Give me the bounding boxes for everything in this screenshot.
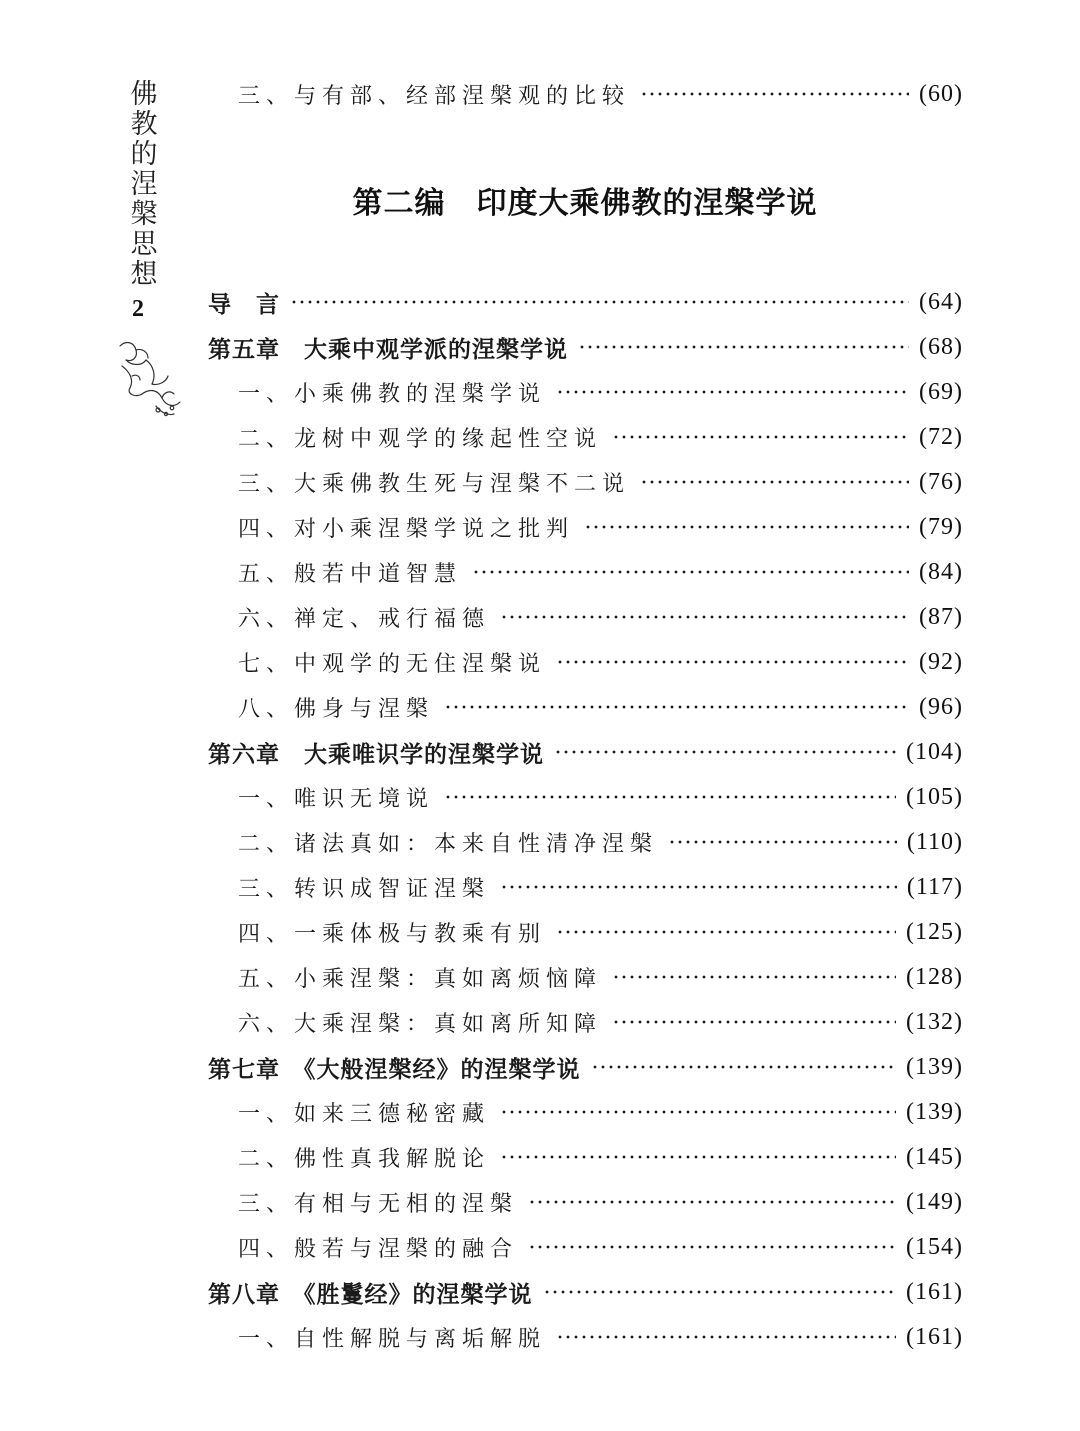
toc-entry-title: 五、小乘涅槃：真如离烦恼障 [238, 966, 603, 992]
toc-entry-title: 四、般若与涅槃的融合 [238, 1236, 519, 1262]
toc-entry-title: 一、如来三德秘密藏 [238, 1101, 491, 1127]
toc-entry-title: 第七章 《大般涅槃经》的涅槃学说 [208, 1056, 581, 1083]
toc-entry-page: (154) [906, 1233, 963, 1260]
book-title-char: 教 [130, 109, 158, 140]
toc-entry-title: 一、自性解脱与离垢解脱 [238, 1326, 547, 1352]
toc-leader-dots [640, 91, 909, 97]
book-title-char: 槃 [130, 199, 158, 230]
toc-section-entry [238, 642, 963, 682]
toc-leader-dots [500, 614, 909, 620]
toc-leader-dots [612, 434, 909, 440]
toc-leader-dots [500, 884, 897, 890]
toc-entry-page: (79) [919, 513, 963, 540]
toc-section-entry [238, 552, 963, 592]
toc-entry-title: 六、禅定、戒行福德 [238, 606, 491, 632]
toc-leader-dots [578, 344, 909, 350]
toc-leader-dots [500, 1109, 896, 1115]
toc-entry-page: (161) [906, 1323, 963, 1350]
toc-entry-title: 三、与有部、经部涅槃观的比较 [238, 83, 631, 109]
toc-entry-page: (139) [906, 1098, 963, 1125]
toc-section-entry [238, 462, 963, 502]
toc-chapter-entry [208, 327, 963, 367]
toc-entry-title: 三、有相与无相的涅槃 [238, 1191, 519, 1217]
toc-entry-title: 二、佛性真我解脱论 [238, 1146, 491, 1172]
toc-leader-dots [290, 299, 909, 305]
toc-leader-dots [472, 569, 909, 575]
toc-section-entry [238, 867, 963, 907]
toc-entry-page: (117) [906, 873, 963, 900]
toc-leader-dots [668, 839, 897, 845]
toc-entry-page: (132) [906, 1008, 963, 1035]
toc-entry-page: (87) [919, 603, 963, 630]
toc-section-entry [238, 597, 963, 637]
book-title-char: 的 [130, 139, 158, 170]
toc-entry-page: (60) [919, 80, 963, 107]
toc-entry-page: (145) [906, 1143, 963, 1170]
part-heading: 第二编 印度大乘佛教的涅槃学说 [352, 186, 818, 221]
toc-entry-page: (161) [906, 1278, 963, 1305]
toc-entry-title: 第六章 大乘唯识学的涅槃学说 [208, 741, 544, 768]
toc-entry-page: (92) [919, 648, 963, 675]
toc-section-entry [238, 507, 963, 547]
toc-leader-dots [500, 1154, 896, 1160]
toc-entry-page: (139) [906, 1053, 963, 1080]
toc-entry-page: (69) [919, 378, 963, 405]
toc-entry-title: 第五章 大乘中观学派的涅槃学说 [208, 336, 568, 363]
toc-entry-title: 三、转识成智证涅槃 [238, 876, 491, 902]
toc-leader-dots [591, 1064, 897, 1070]
toc-entry-page: (64) [919, 288, 963, 315]
toc-entry-page: (128) [906, 963, 963, 990]
toc-leader-dots [556, 929, 896, 935]
toc-entry-title: 三、大乘佛教生死与涅槃不二说 [238, 471, 631, 497]
toc-entry-title: 二、诸法真如：本来自性清净涅槃 [238, 831, 659, 857]
toc-leader-dots [528, 1244, 896, 1250]
toc-section-entry [238, 74, 963, 114]
book-title-char: 涅 [130, 169, 158, 200]
toc-entry-title: 四、一乘体极与教乘有别 [238, 921, 547, 947]
book-title-char: 佛 [130, 79, 158, 110]
toc-entry-title: 五、般若中道智慧 [238, 561, 463, 587]
toc-section-entry [238, 687, 963, 727]
toc-chapter-entry [208, 1047, 963, 1087]
page-number: 2 [132, 296, 144, 322]
toc-entry-title: 七、中观学的无住涅槃说 [238, 651, 547, 677]
toc-section-entry [238, 1182, 963, 1222]
toc-entry-page: (105) [906, 783, 963, 810]
toc-entry-title: 一、唯识无境说 [238, 786, 435, 812]
toc-leader-dots [556, 389, 909, 395]
toc-entry-page: (149) [906, 1188, 963, 1215]
toc-section-entry [238, 912, 963, 952]
toc-section-entry [238, 1092, 963, 1132]
toc-entry-page: (96) [919, 693, 963, 720]
toc-section-entry [238, 957, 963, 997]
toc-entry-page: (68) [919, 333, 963, 360]
toc-leader-dots [528, 1199, 896, 1205]
toc-entry-title: 第八章 《胜鬘经》的涅槃学说 [208, 1281, 533, 1308]
toc-leader-dots [554, 749, 896, 755]
toc-leader-dots [444, 794, 896, 800]
toc-entry-page: (125) [906, 918, 963, 945]
toc-section-entry [238, 1227, 963, 1267]
toc-entry-title: 八、佛身与涅槃 [238, 696, 435, 722]
toc-entry-title: 四、对小乘涅槃学说之批判 [238, 516, 575, 542]
toc-leader-dots [612, 1019, 896, 1025]
toc-chapter-entry [208, 1272, 963, 1312]
toc-section-entry [238, 1002, 963, 1042]
toc-entry-page: (104) [906, 738, 963, 765]
toc-leader-dots [556, 1334, 896, 1340]
lotus-ornament-icon [112, 336, 188, 422]
toc-section-entry [238, 1317, 963, 1357]
toc-entry-title: 一、小乘佛教的涅槃学说 [238, 381, 547, 407]
book-title-char: 思 [130, 229, 158, 260]
toc-chapter-entry [208, 282, 963, 322]
toc-leader-dots [640, 479, 909, 485]
toc-section-entry [238, 417, 963, 457]
toc-section-entry [238, 372, 963, 412]
toc-entry-page: (84) [919, 558, 963, 585]
toc-section-entry [238, 777, 963, 817]
toc-entry-title: 六、大乘涅槃：真如离所知障 [238, 1011, 603, 1037]
toc-leader-dots [584, 524, 909, 530]
toc-entry-page: (72) [919, 423, 963, 450]
toc-section-entry [238, 822, 963, 862]
book-title-vertical [120, 80, 168, 290]
toc-chapter-entry [208, 732, 963, 772]
toc-leader-dots [612, 974, 896, 980]
toc-entry-title: 二、龙树中观学的缘起性空说 [238, 426, 603, 452]
toc-section-entry [238, 1137, 963, 1177]
toc-leader-dots [556, 659, 909, 665]
toc-entry-page: (110) [906, 828, 963, 855]
book-title-char: 想 [130, 259, 158, 290]
toc-entry-page: (76) [919, 468, 963, 495]
toc-leader-dots [543, 1289, 897, 1295]
toc-leader-dots [444, 704, 909, 710]
toc-entry-title: 导 言 [208, 291, 280, 318]
